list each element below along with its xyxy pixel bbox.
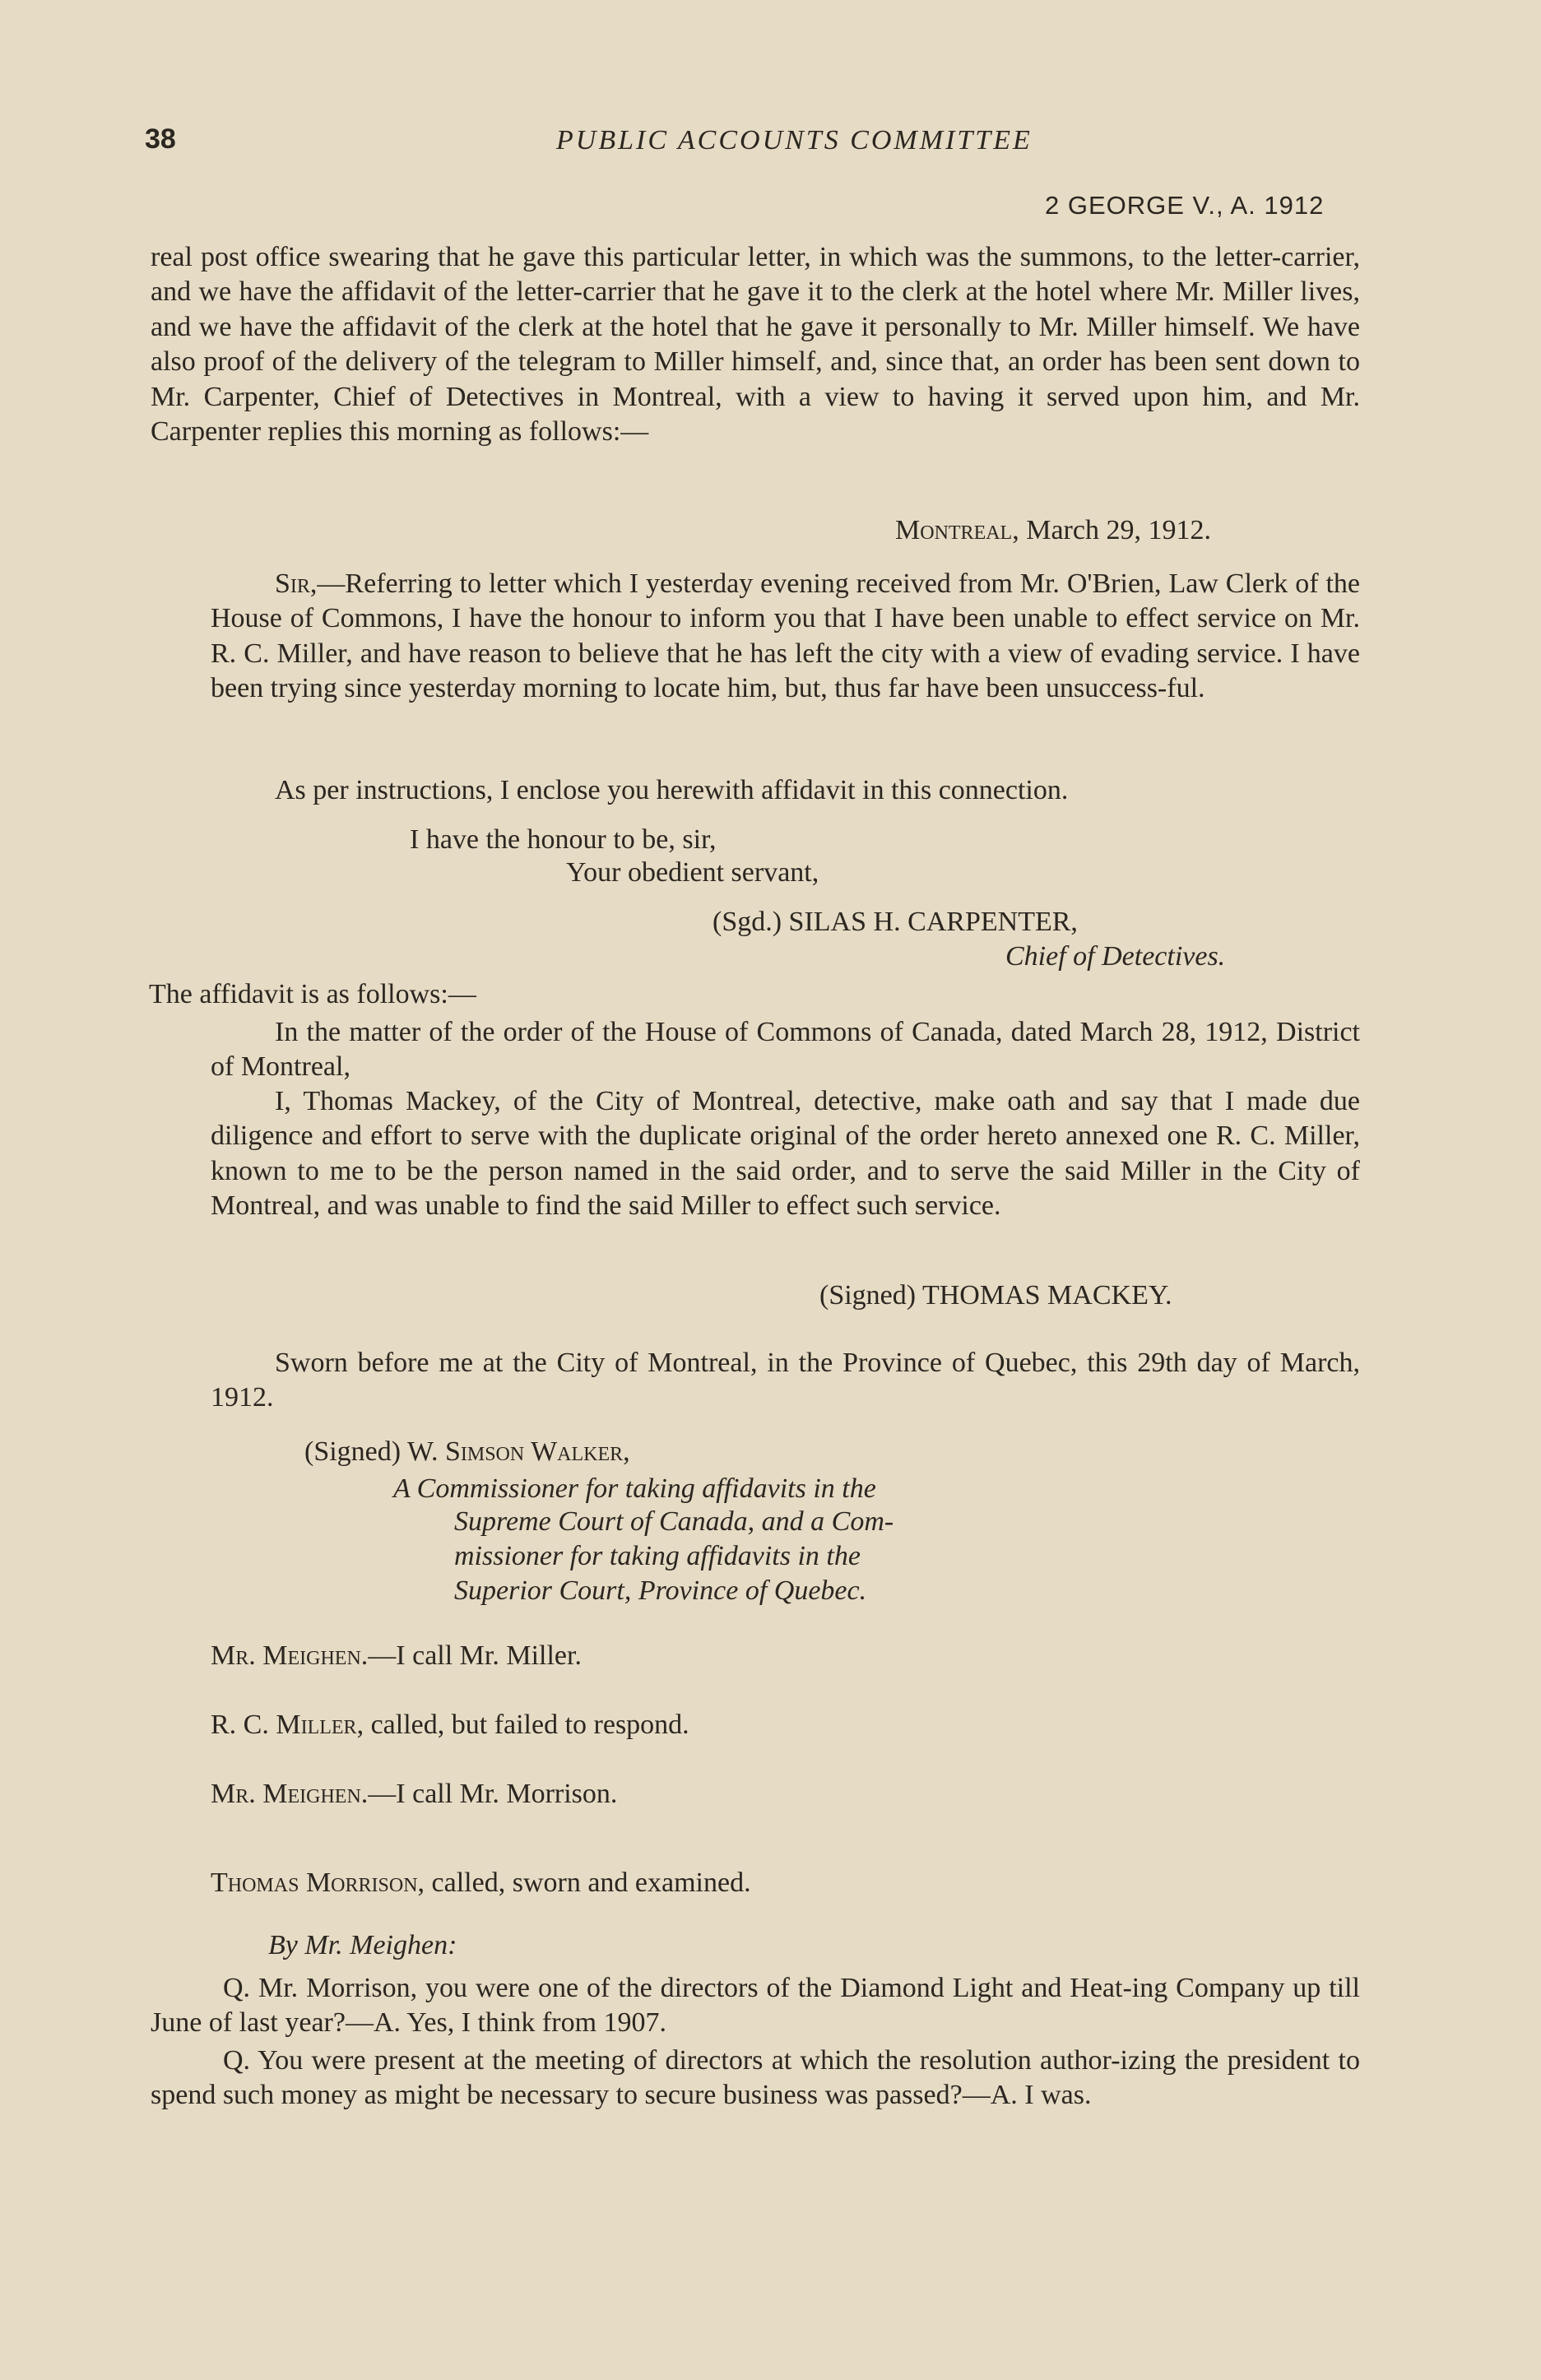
qa-paragraph: Q. Mr. Morrison, you were one of the directors of the Diamond Light and Heat-ing Company up till June of last year?—A. Yes, I think from 1907. [151,1973,1360,2039]
letter-signature: (Sgd.) SILAS H. CARPENTER, [712,907,1078,937]
affidavit-intro: The affidavit is as follows:— [149,979,476,1009]
commissioner-line: missioner for taking affidavits in the [454,1541,861,1571]
letter-signer-title: Chief of Detectives. [1005,941,1226,972]
letter-closing-1: I have the honour to be, sir, [410,824,717,855]
commissioner-line: Superior Court, Province of Quebec. [454,1575,867,1606]
commissioner-signature [304,1436,630,1468]
letter-body [211,567,1360,707]
speech: called, sworn and examined. [425,1867,751,1898]
affidavit-signature: (Signed) THOMAS MACKEY. [819,1280,1172,1311]
speech: —I call Mr. Morrison. [368,1779,618,1809]
proceeding-line [211,1710,689,1741]
affidavit-sworn: Sworn before me at the City of Montreal, in the Province of Quebec, this 29th day of March, 1912. [211,1348,1360,1413]
letter-salutation: Sir, [275,568,318,599]
commissioner-prefix: (Signed) W. [304,1436,439,1467]
letter-dateline [895,515,1211,546]
letter-closing-2: Your obedient servant, [566,857,819,888]
intro-paragraph: real post office swearing that he gave this particular letter, in which was the summons, to the letter-carrier, and we have the affidavit of the letter-carrier that he gave it to the clerk at the hotel where Mr. Miller lives, and we have the affidavit of the clerk at the hotel that he gave it personally to Mr. Miller himself. We have also proof of the delivery of the telegram to Miller himself, and, since that, an order has been sent down to Mr. Carpenter, Chief of Detectives in Montreal, with a view to having it served upon him, and Mr. Carpenter replies this morning as follows:— [151,242,1360,448]
letter-text: —Referring to letter which I yesterday evening received from Mr. O'Brien, Law Clerk of the House of Commons, I have the honour to inform you that I have been unable to effect service on Mr. R. C. Miller, and have reason to believe that he has left the city with a view of evading service. I have been trying since yesterday morning to locate him, but, thus far have been unsuccess-ful. [211,568,1360,704]
letter-place: Montreal, [895,515,1019,545]
examiner-heading: By Mr. Meighen: [268,1930,457,1960]
commissioner-line: Supreme Court of Canada, and a Com- [454,1506,894,1537]
page-number: 38 [145,123,176,155]
proceeding-line [211,1640,582,1672]
speech: —I call Mr. Miller. [368,1640,582,1671]
speaker: Mr. Meighen. [211,1640,369,1671]
speaker: R. C. Miller, [211,1710,364,1740]
proceeding-line [211,1779,617,1810]
proceeding-line [211,1867,751,1899]
speaker: Thomas Morrison, [211,1867,425,1898]
commissioner-name: Simson Walker, [444,1436,630,1467]
session-label: 2 GEORGE V., A. 1912 [1045,191,1325,220]
affidavit-oath: I, Thomas Mackey, of the City of Montreal, detective, make oath and say that I made due diligence and effort to serve with the duplicate original of the order hereto annexed one R. C. Miller, known to me to be the person named in the said order, and to serve the said Miller in the City of Montreal, and was unable to find the said Miller to effect such service. [211,1086,1360,1222]
letter-second-paragraph: As per instructions, I enclose you herewith affidavit in this connection. [275,775,1069,805]
affidavit-matter: In the matter of the order of the House of Commons of Canada, dated March 28, 1912, District of Montreal, [211,1017,1360,1083]
running-title: PUBLIC ACCOUNTS COMMITTEE [556,125,1033,155]
speaker: Mr. Meighen. [211,1779,369,1809]
speech: called, but failed to respond. [364,1710,689,1740]
commissioner-line: A Commissioner for taking affidavits in the [393,1473,876,1504]
letter-date: March 29, 1912. [1026,515,1211,545]
qa-paragraph: Q. You were present at the meeting of directors at which the resolution author-izing the president to spend such money as might be necessary to secure business was passed?—A. I was. [151,2045,1360,2111]
